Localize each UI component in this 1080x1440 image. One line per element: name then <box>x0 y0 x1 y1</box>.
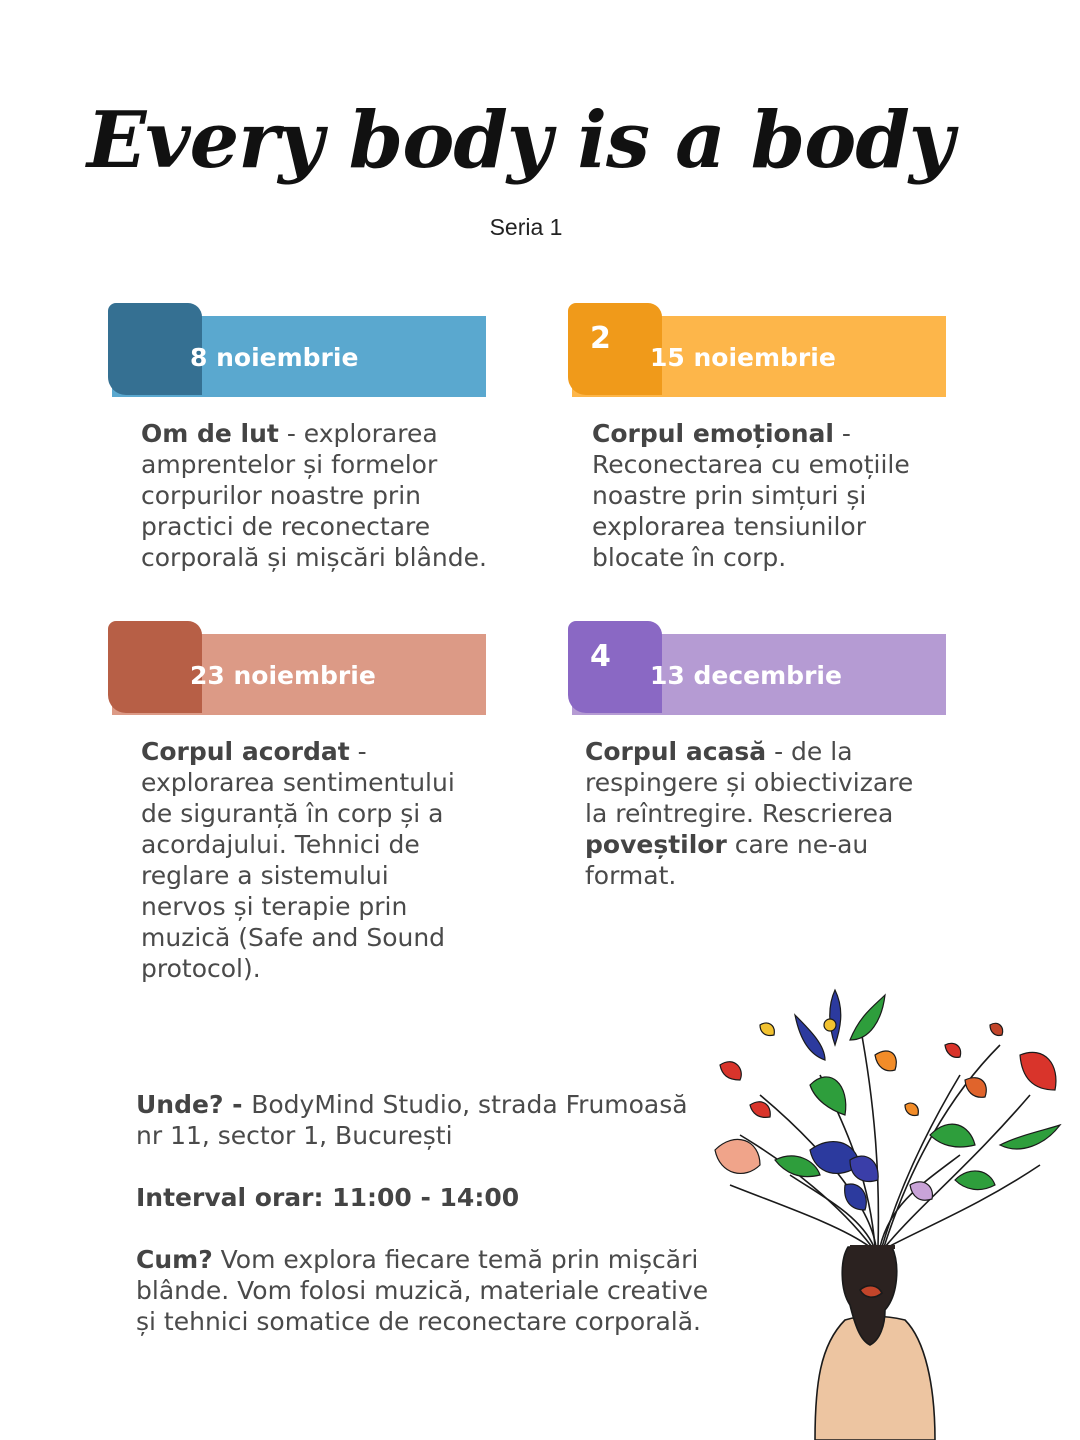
session-3-text <box>141 736 471 984</box>
page-subtitle: Seria 1 <box>489 214 563 240</box>
session-1-title: Om de lut <box>141 419 279 448</box>
method-value: Vom explora fiecare temă prin mișcări blânde. Vom folosi muzică, materiale creative și tehnici somatice de reconectare corporală. <box>136 1245 709 1336</box>
session-1-header <box>108 303 488 399</box>
woman-figure-icon <box>815 1247 935 1440</box>
location-label: Unde? - <box>136 1090 252 1119</box>
session-4-number: 4 <box>590 639 611 674</box>
session-3-title: Corpul acordat <box>141 737 350 766</box>
session-2-tab <box>568 303 662 395</box>
session-2-description: - Reconectarea cu emoțiile noastre prin simțuri și explorarea tensiunilor blocate în corp. <box>592 419 910 572</box>
session-1-date: 8 noiembrie <box>190 343 359 372</box>
schedule-text: Interval orar: 11:00 - 14:00 <box>136 1183 520 1212</box>
method-label: Cum? <box>136 1245 213 1274</box>
session-4-title: Corpul acasă <box>585 737 767 766</box>
session-4-description-a: - de la respingere și obiectivizare la reîntregire. Rescrierea <box>585 737 914 828</box>
session-2-title: Corpul emoțional <box>592 419 834 448</box>
session-2-date: 15 noiembrie <box>650 343 836 372</box>
session-2-header <box>568 303 948 399</box>
session-4-tab <box>568 621 662 713</box>
session-1-tab <box>108 303 202 395</box>
session-4-date: 13 decembrie <box>650 661 842 690</box>
session-1-text <box>141 418 491 573</box>
session-2-number: 2 <box>590 321 611 356</box>
page-title: Every body is a body <box>86 95 954 186</box>
session-2-text <box>592 418 922 573</box>
location-value: BodyMind Studio, strada Frumoasă nr 11, sector 1, București <box>136 1090 688 1150</box>
session-4-bold: poveștilor <box>585 830 727 859</box>
session-4-description-c: care ne-au format. <box>585 830 869 890</box>
session-4-header <box>568 621 948 717</box>
woman-with-flowers-illustration <box>700 985 1080 1440</box>
schedule-info <box>136 1182 756 1213</box>
method-info <box>136 1244 736 1337</box>
location-info <box>136 1089 696 1151</box>
session-3-date: 23 noiembrie <box>190 661 376 690</box>
session-3-description: - explorarea sentimentului de siguranță în corp și a acordajului. Tehnici de reglare a sistemului nervos și terapie prin muzică (Safe and Sound protocol). <box>141 737 455 983</box>
session-4-text <box>585 736 920 891</box>
session-3-tab <box>108 621 202 713</box>
session-3-header <box>108 621 488 717</box>
session-1-description: - explorarea amprentelor și formelor corpurilor noastre prin practici de reconectare corporală și mișcări blânde. <box>141 419 487 572</box>
